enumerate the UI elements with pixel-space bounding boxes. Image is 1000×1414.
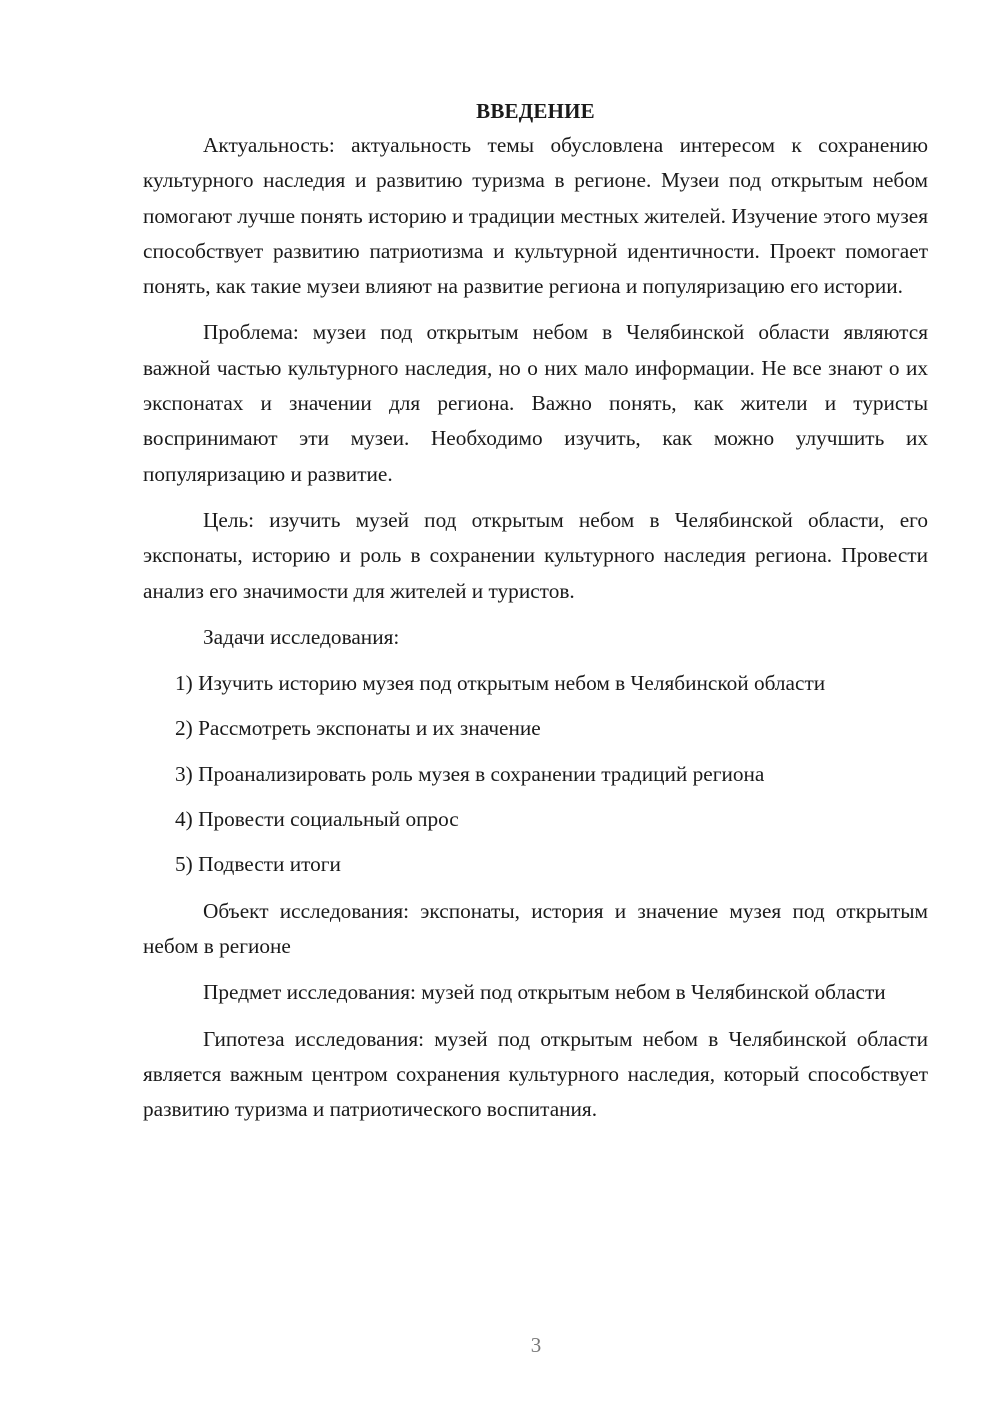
page-number: 3 <box>530 1333 542 1357</box>
goal-paragraph: Цель: изучить музей под открытым небом в Челябинской области, его экспонаты, историю и роль в сохранении культурного наследия региона. Провести анализ его значимости для жителей и туристов. <box>143 507 928 603</box>
relevance-paragraph: Актуальность: актуальность темы обусловлена интересом к сохранению культурного наследия и развитию туризма в регионе. Музеи под открытым небом помогают лучше понять историю и традиции местных жителей. Изучение этого музея способствует развитию патриотизма и культурной идентичности. Проект помогает понять, как такие музеи влияют на развитие региона и популяризацию его истории. <box>143 133 928 299</box>
task-item-1: 1) Изучить историю музея под открытым небом в Челябинской области <box>175 671 826 696</box>
object-paragraph: Объект исследования: экспонаты, история и значение музея под открытым небом в регионе <box>143 898 928 958</box>
section-title: ВВЕДЕНИЕ <box>476 99 595 123</box>
task-item-3: 3) Проанализировать роль музея в сохранении традиций региона <box>175 761 765 786</box>
subject-paragraph: Предмет исследования: музей под открытым небом в Челябинской области <box>203 980 886 1005</box>
problem-paragraph: Проблема: музеи под открытым небом в Челябинской области являются важной частью культурного наследия, но о них мало информации. Не все знают о их экспонатах и значении для региона. Важно понять, как жители и туристы воспринимают эти музеи. Необходимо изучить, как можно улучшить их популяризацию и развитие. <box>143 320 928 486</box>
hypothesis-paragraph: Гипотеза исследования: музей под открытым небом в Челябинской области является важным центром сохранения культурного наследия, который способствует развитию туризма и патриотического воспитания. <box>143 1026 928 1122</box>
task-item-2: 2) Рассмотреть экспонаты и их значение <box>175 716 541 741</box>
document-body <box>143 96 928 1138</box>
tasks-heading: Задачи исследования: <box>203 624 400 649</box>
task-item-4: 4) Провести социальный опрос <box>175 807 459 832</box>
task-item-5: 5) Подвести итоги <box>175 852 341 877</box>
